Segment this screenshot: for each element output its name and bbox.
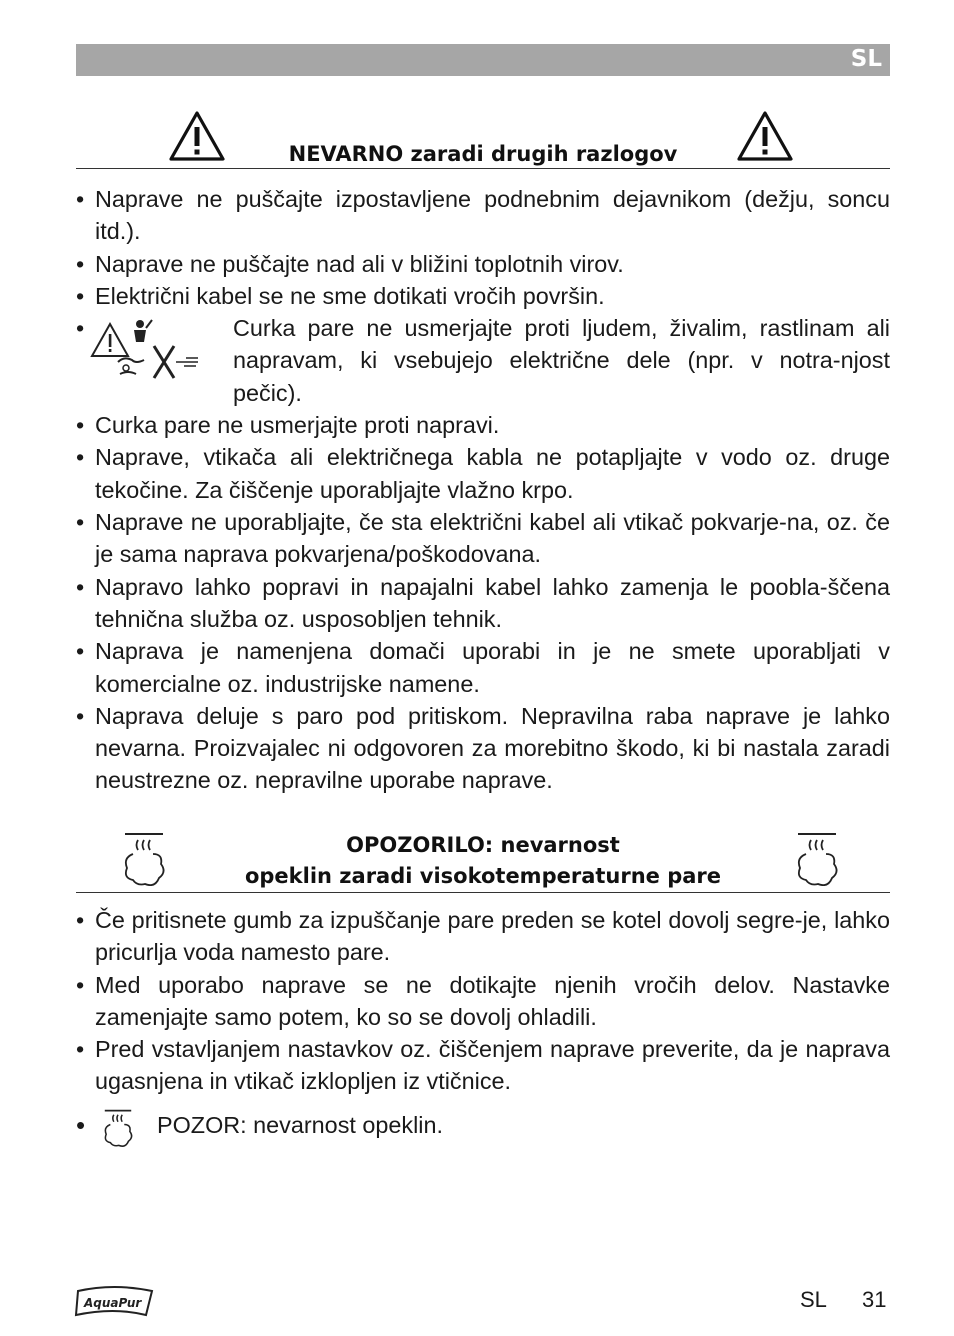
list-item: • Naprave ne uporabljajte, če sta električni kabel ali vtikač pokvarje-na, oz. če je sama naprava pokvarjena/poškodovana. [76,506,890,571]
footer-language-code: SL [800,1287,827,1312]
list-item: • Električni kabel se ne sme dotikati vročih površin. [76,280,890,312]
list-item: • Napravo lahko popravi in napajalni kabel lahko zamenja le poobla-ščena tehnična služba oz. usposobljen tehnik. [76,571,890,636]
list-item-text: • Curka pare ne usmerjajte proti ljudem, živalim, rastlinam ali napravam, ki vsebujejo električne dele (npr. v notra-njost pečic). [233,315,890,406]
list-item: • Naprava je namenjena domači uporabi in je ne smete uporabljati v komercialne oz. industrijske namene. [76,635,890,700]
list-item: • Naprave ne puščajte izpostavljene podnebnim dejavnikom (dežju, soncu itd.). [76,183,890,248]
aquapur-logo [74,1285,156,1324]
list-item [76,312,890,409]
list-item: • Naprave ne puščajte nad ali v bližini toplotnih virov. [76,248,890,280]
warning-list [76,904,890,1098]
hot-steam-hand-icon [102,1109,134,1147]
hot-steam-hand-icon [794,832,840,886]
section-heading-danger [76,108,890,169]
list-item: • Pred vstavljanjem nastavkov oz. čiščenjem naprave preverite, da je naprava ugasnjena in vtikač izklopljen iz vtičnice. [76,1033,890,1098]
no-steam-on-people-icon [90,316,202,382]
bullet: • [76,1110,86,1140]
page-number: 31 [862,1287,887,1312]
section-heading-warning [76,828,890,893]
list-item: • Naprave, vtikača ali električnega kabla ne potapljajte v vodo oz. druge tekočine. Za čiščenje uporabljajte vlažno krpo. [76,441,890,506]
caution-line [76,1109,890,1149]
list-item: • Če pritisnete gumb za izpuščanje pare preden se kotel dovolj segre-je, lahko pricurlja voda namesto pare. [76,904,890,969]
warning-triangle-icon [736,110,794,162]
list-item: • Naprava deluje s paro pod pritiskom. Nepravilna raba naprave je lahko nevarna. Proizvajalec ni odgovoren za morebitno škodo, ki bi nastala zaradi neustrezne oz. nepravilne uporabe naprave. [76,700,890,797]
brand-text: AquaPur [84,1296,142,1310]
list-item: • Med uporabo naprave se ne dotikajte njenih vročih delov. Nastavke zamenjajte samo potem, ko so se dovolj ohladili. [76,969,890,1034]
language-bar [76,44,890,76]
section-title: NEVARNO zaradi drugih razlogov [288,142,678,166]
danger-list [76,183,890,797]
language-code: SL [850,46,882,72]
caution-text: POZOR: nevarnost opeklin. [157,1112,444,1138]
section-title: opeklin zaradi visokotemperaturne pare [244,864,722,888]
list-item: • Curka pare ne usmerjajte proti napravi. [76,409,890,441]
section-title: OPOZORILO: nevarnost [346,833,620,857]
